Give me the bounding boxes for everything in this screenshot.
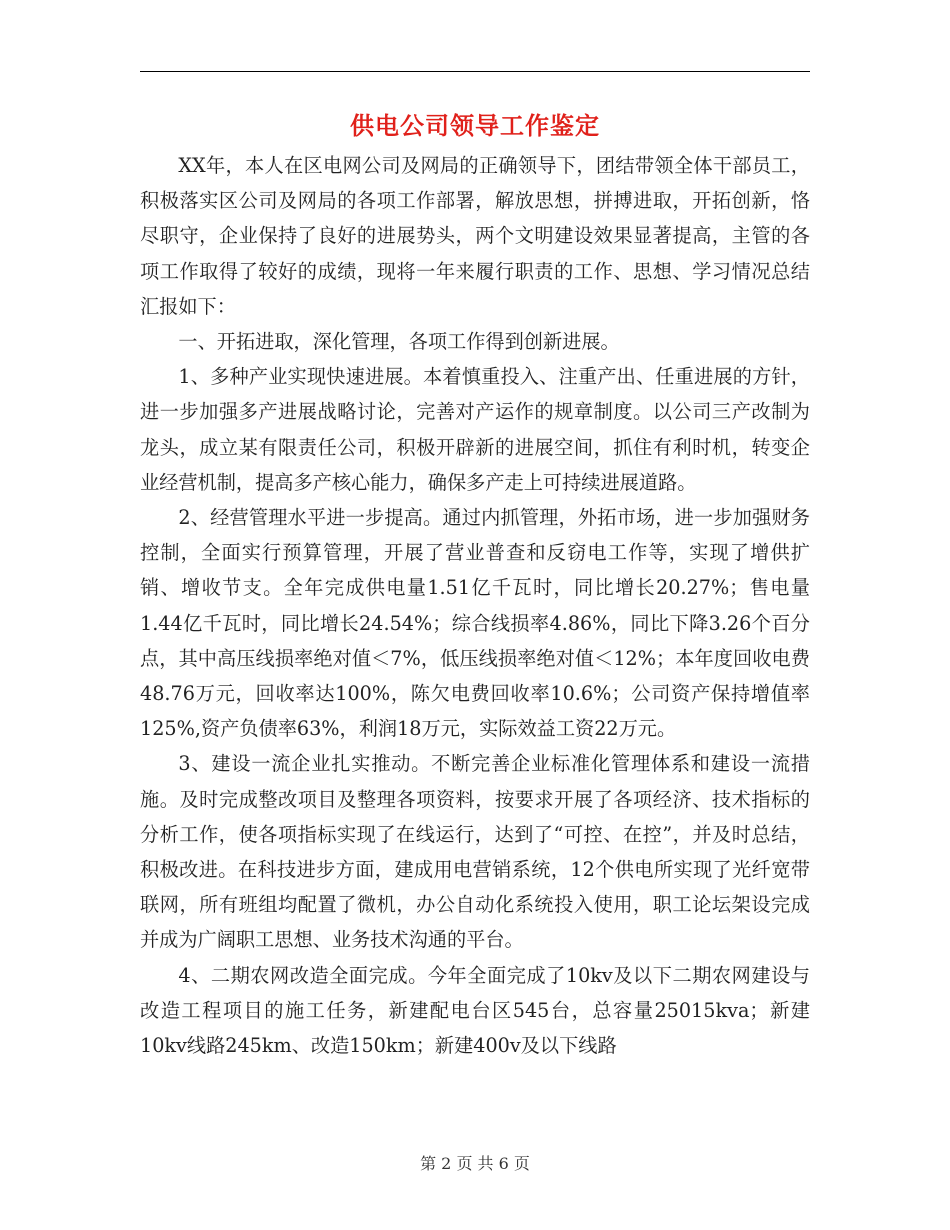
paragraph-intro: XX年，本人在区电网公司及网局的正确领导下，团结带领全体干部员工，积极落实区公司及网局的各项工作部署，解放思想，拼搏进取，开拓创新，恪尽职守，企业保持了良好的进展势头，两个文明建设效果显著提高，主管的各项工作取得了较好的成绩，现将一年来履行职责的工作、思想、学习情况总结汇报如下： <box>140 154 810 318</box>
document-title: 供电公司领导工作鉴定 <box>350 111 600 140</box>
document-body <box>140 148 810 1063</box>
paragraph-item-2: 2、经营管理水平进一步提高。通过内抓管理，外拓市场，进一步加强财务控制，全面实行预算管理，开展了营业普查和反窃电工作等，实现了增供扩销、增收节支。全年完成供电量1.51亿千瓦时，同比增长20.27%；售电量1.44亿千瓦时，同比增长24.54%；综合线损率4.86%，同比下降3.26个百分点，其中高压线损率绝对值＜7%，低压线损率绝对值＜12%；本年度回收电费48.76万元，回收率达100%，陈欠电费回收率10.6%；公司资产保持增值率125%,资产负债率63%，利润18万元，实际效益工资22万元。 <box>140 506 810 741</box>
paragraph-section-heading: 一、开拓进取，深化管理，各项工作得到创新进展。 <box>178 330 620 354</box>
page-number-footer: 第 2 页 共 6 页 <box>420 1154 530 1173</box>
paragraph-item-4: 4、二期农网改造全面完成。今年全面完成了10kv及以下二期农网建设与改造工程项目的施工任务，新建配电台区545台，总容量25015kva；新建10kv线路245km、改造150km；新建400v及以下线路 <box>140 963 810 1058</box>
paragraph-item-1: 1、多种产业实现快速进展。本着慎重投入、注重产出、任重进展的方针，进一步加强多产进展战略讨论，完善对产运作的规章制度。以公司三产改制为龙头，成立某有限责任公司，积极开辟新的进展空间，抓住有利时机，转变企业经营机制，提高多产核心能力，确保多产走上可持续进展道路。 <box>140 365 810 494</box>
paragraph-item-3: 3、建设一流企业扎实推动。不断完善企业标准化管理体系和建设一流措施。及时完成整改项目及整理各项资料，按要求开展了各项经济、技术指标的分析工作，使各项指标实现了在线运行，达到了“可控、在控”，并及时总结，积极改进。在科技进步方面，建成用电营销系统，12个供电所实现了光纤宽带联网，所有班组均配置了微机，办公自动化系统投入使用，职工论坛架设完成并成为广阔职工思想、业务技术沟通的平台。 <box>140 752 810 952</box>
header-rule <box>140 71 810 72</box>
